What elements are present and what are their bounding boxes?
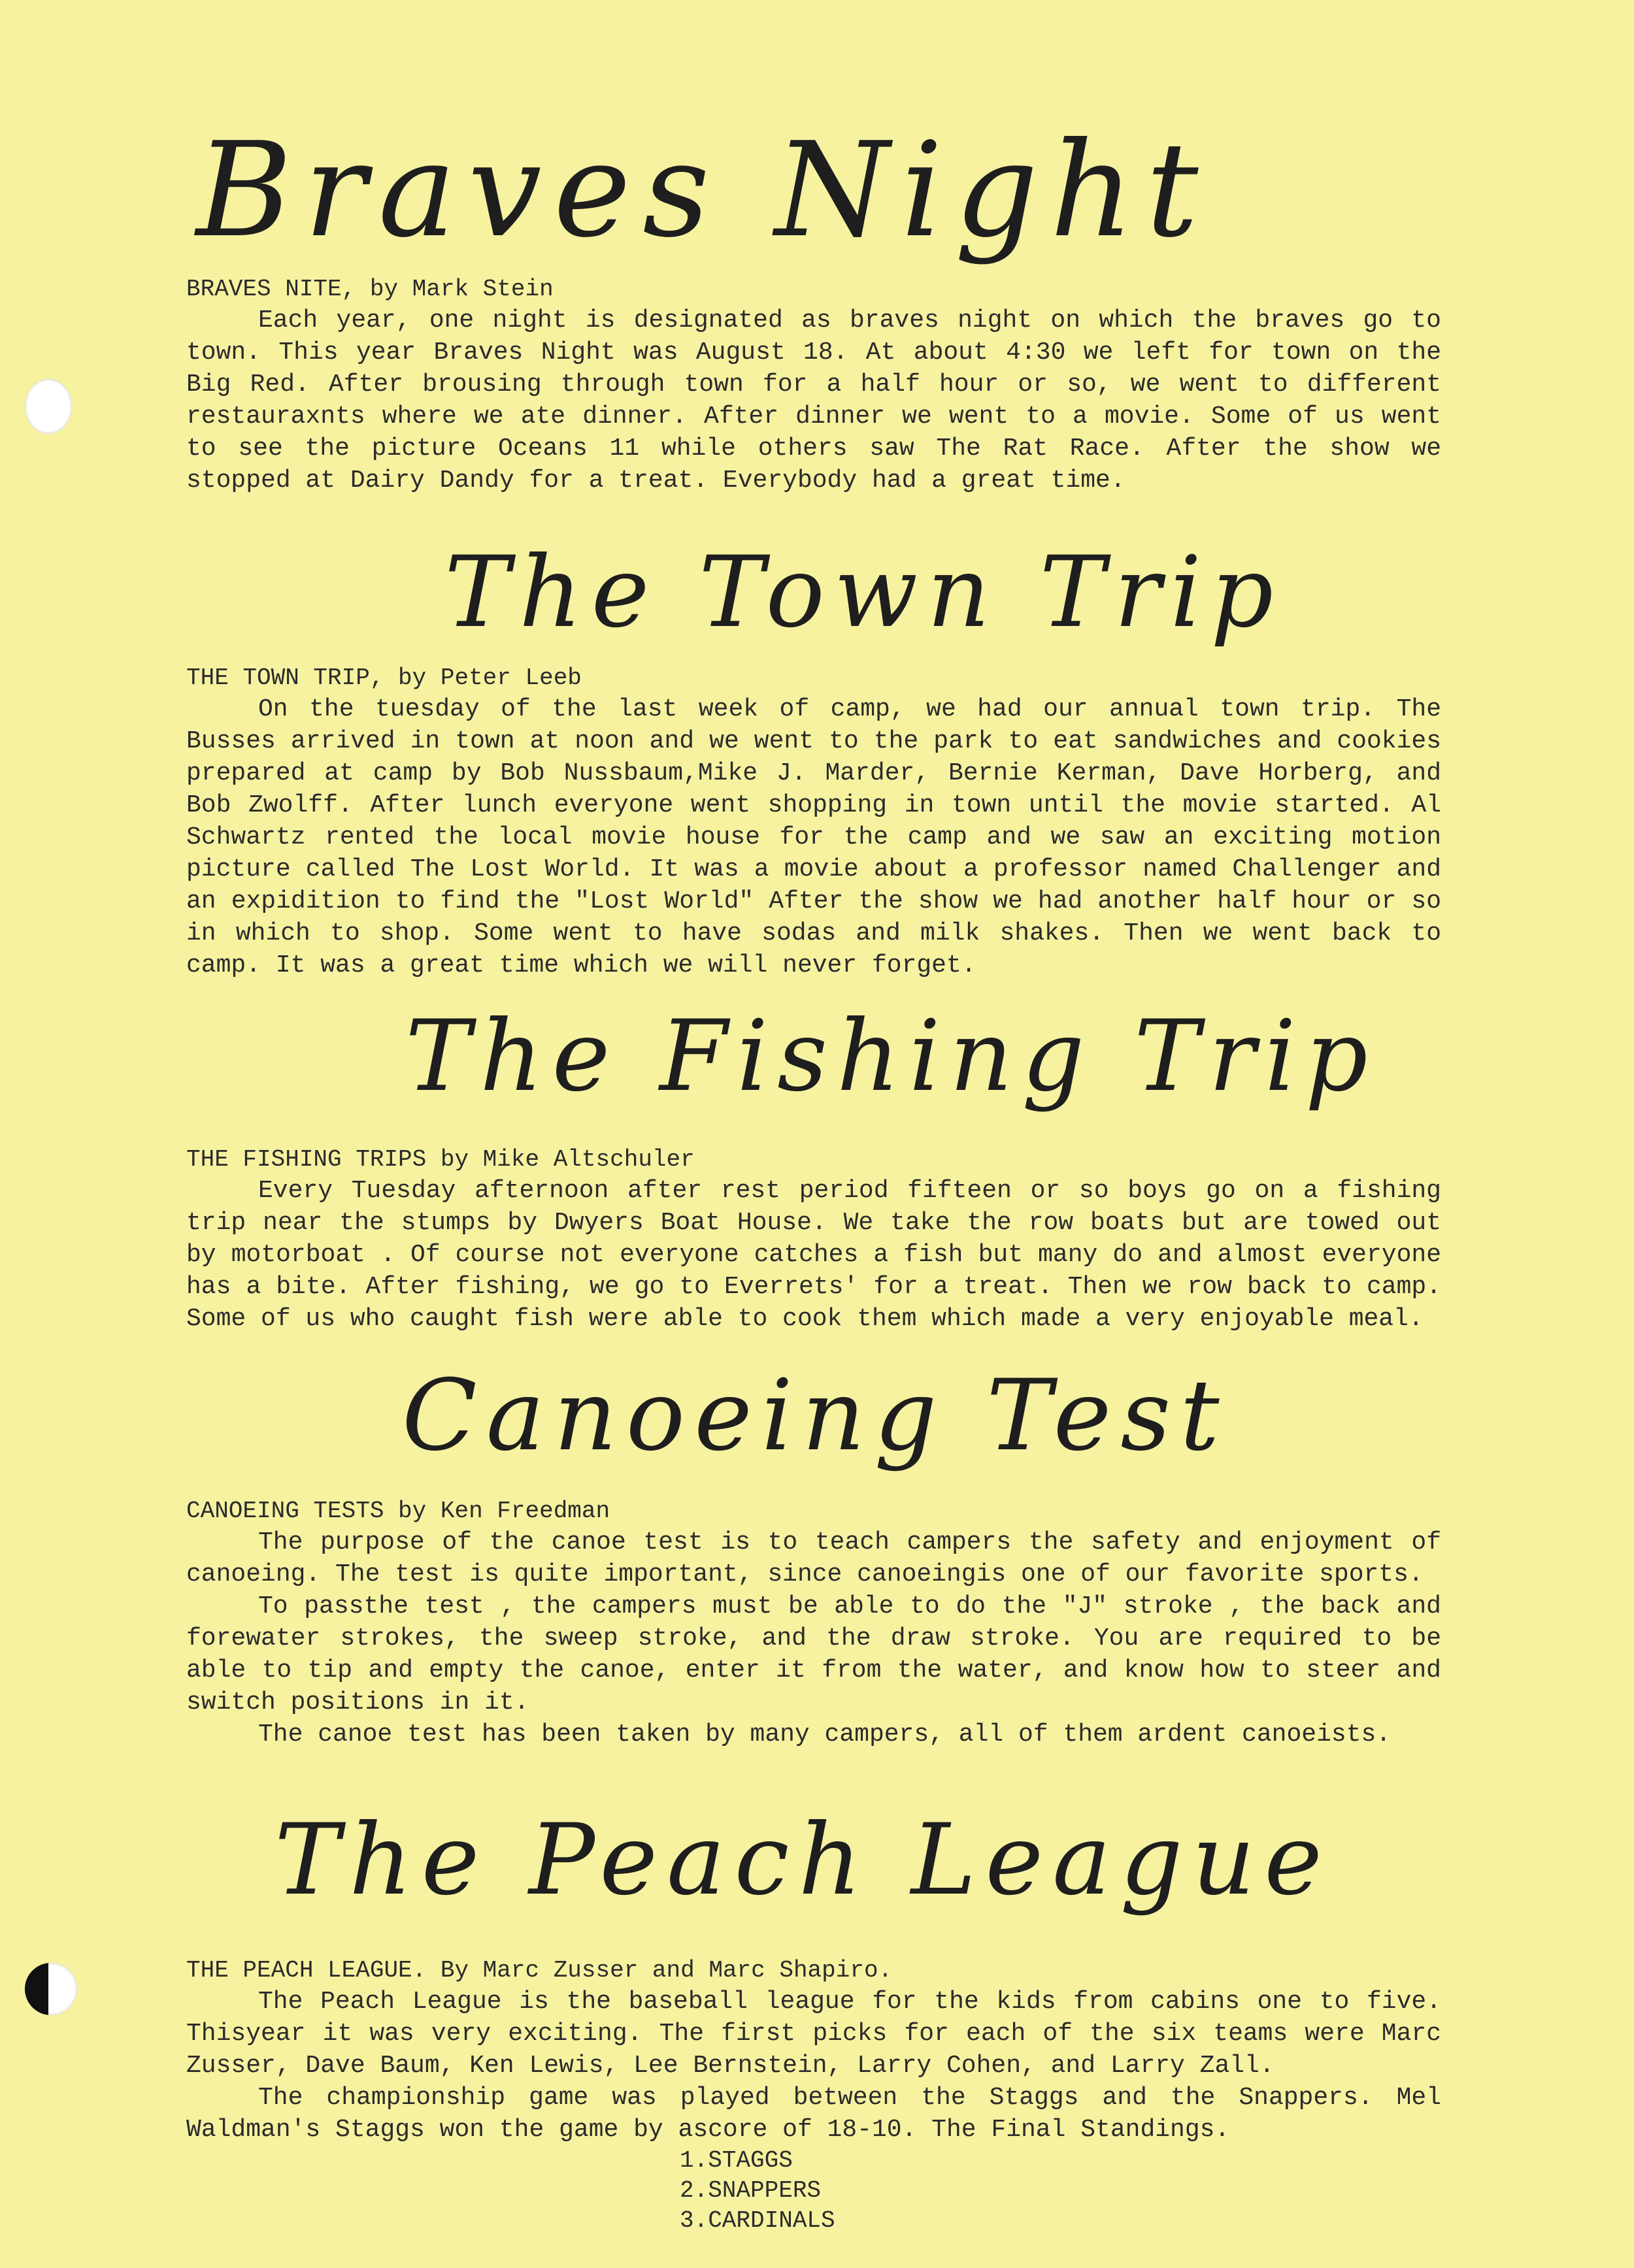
byline-town-trip: THE TOWN TRIP, by Peter Leeb [186,665,582,691]
article-peach-league [186,1956,1493,2236]
byline-fishing-trips: THE FISHING TRIPS by Mike Altschuler [186,1146,695,1173]
handwritten-heading-braves-night: Braves Night [196,114,1210,267]
byline-braves-nite: BRAVES NITE, by Mark Stein [186,276,554,303]
paragraph-canoe-requirements: To passthe test , the campers must be able to do the "J" stroke , the back and forewater strokes, the sweep stroke, and the draw stroke. You are required to be able to tip and empty the canoe, enter it from the water, and know how to steer and switch positions in it. [186,1592,1441,1717]
paragraph-peach-championship: The championship game was played between the Staggs and the Snappers. Mel Waldman's Staggs won the game by ascore of 18-10. The Final Standings. [186,2084,1441,2144]
paragraph-fishing-trips: Every Tuesday afternoon after rest period fifteen or so boys go on a fishing trip near the stumps by Dwyers Boat House. We take the row boats but are towed out by motorboat . Of course not everyone catches a fish but many do and almost everyone has a bite. After fishing, we go to Everrets' for a treat. Then we row back to camp. Some of us who caught fish were able to cook them which made a very enjoyable meal. [186,1177,1441,1333]
article-town-trip [186,663,1493,981]
article-braves-nite [186,274,1493,497]
byline-canoeing-tests: CANOEING TESTS by Ken Freedman [186,1498,610,1524]
final-standings-list [186,2146,1493,2236]
standings-item: 1.STAGGS [680,2147,793,2174]
byline-peach-league: THE PEACH LEAGUE. By Marc Zusser and Marc Shapiro. [186,1957,893,1984]
paragraph-canoe-purpose: The purpose of the canoe test is to teach campers the safety and enjoyment of canoeing. The test is quite important, since canoeingis one of our favorite sports. [186,1528,1441,1588]
standings-item: 2.SNAPPERS [680,2177,822,2204]
punch-hole-upper [25,379,72,434]
handwritten-heading-town-trip: The Town Trip [444,536,1283,649]
handwritten-heading-peach-league: The Peach League [275,1803,1331,1917]
article-canoeing-tests [186,1496,1493,1750]
handwritten-heading-canoeing-test: Canoeing Test [402,1359,1229,1473]
punch-hole-lower [25,1963,77,2015]
paragraph-canoe-taken: The canoe test has been taken by many campers, all of them ardent canoeists. [258,1720,1392,1749]
handwritten-heading-fishing-trip: The Fishing Trip [405,1000,1377,1113]
paragraph-town-trip: On the tuesday of the last week of camp, we had our annual town trip. The Busses arrived in town at noon and we went to the park to eat sandwiches and cookies prepared at camp by Bob Nussbaum,Mike J. Marder, Bernie Kerman, Dave Horberg, and Bob Zwolff. After lunch everyone went shopping in town until the movie started. Al Schwartz rented the local movie house for the camp and we saw an exciting motion picture called The Lost World. It was a movie about a professor named Challenger and an expidition to find the "Lost World" After the show we had another half hour or so in which to shop. Some went to have sodas and milk shakes. Then we went back to camp. It was a great time which we will never forget. [186,695,1441,979]
standings-item: 3.CARDINALS [680,2207,835,2234]
paragraph-braves-nite: Each year, one night is designated as braves night on which the braves go to town. This year Braves Night was August 18. At about 4:30 we left for town on the Big Red. After brousing through town for a half hour or so, we went to different restauraxnts where we ate dinner. After dinner we went to a movie. Some of us went to see the picture Oceans 11 while others saw The Rat Race. After the show we stopped at Dairy Dandy for a treat. Everybody had a great time. [186,306,1441,495]
paragraph-peach-intro: The Peach League is the baseball league for the kids from cabins one to five. Thisyear it was very exciting. The first picks for each of the six teams were Marc Zusser, Dave Baum, Ken Lewis, Lee Bernstein, Larry Cohen, and Larry Zall. [186,1988,1441,2080]
article-fishing-trips [186,1145,1493,1335]
